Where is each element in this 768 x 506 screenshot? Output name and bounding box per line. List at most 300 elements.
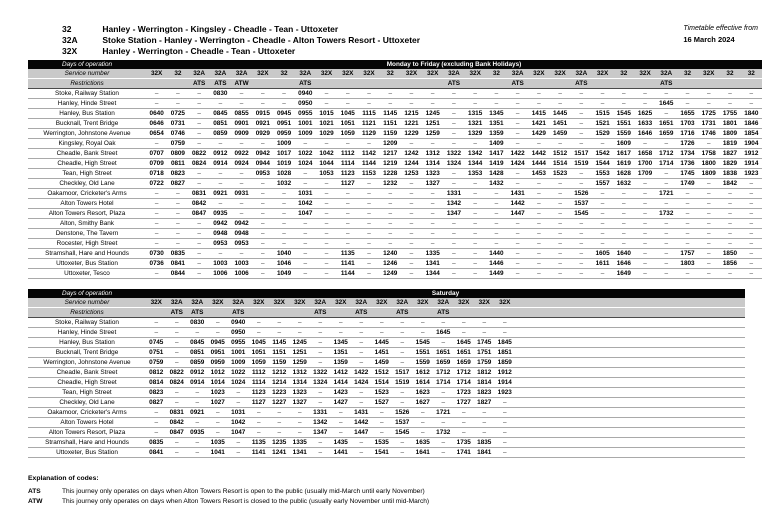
- service-number: 32X: [495, 298, 516, 308]
- time-cell: 1646: [634, 129, 655, 139]
- time-cell: 1415: [528, 109, 549, 119]
- table-row: [28, 169, 762, 179]
- no-service-cell: –: [273, 219, 294, 229]
- time-cell: 1819: [719, 139, 740, 149]
- no-service-cell: –: [422, 219, 443, 229]
- no-service-cell: –: [290, 418, 311, 428]
- time-cell: 0707: [146, 149, 167, 159]
- time-cell: 1135: [249, 438, 270, 448]
- time-cell: 1914: [495, 378, 516, 388]
- time-cell: 1459: [372, 358, 393, 368]
- time-cell: 1856: [719, 259, 740, 269]
- service-number: 32A: [167, 298, 188, 308]
- no-service-cell: –: [187, 328, 208, 338]
- time-cell: 1812: [474, 368, 495, 378]
- time-cell: 1526: [571, 189, 592, 199]
- table-row: [28, 129, 762, 139]
- no-service-cell: –: [443, 169, 464, 179]
- time-cell: 1419: [486, 159, 507, 169]
- time-cell: 1422: [507, 149, 528, 159]
- table-row: [28, 408, 745, 418]
- no-service-cell: –: [486, 89, 507, 99]
- no-service-cell: –: [167, 229, 188, 239]
- time-cell: 1422: [351, 368, 372, 378]
- no-service-cell: –: [741, 259, 762, 269]
- no-service-cell: –: [167, 219, 188, 229]
- stop-name: Stramshall, Hare and Hounds: [28, 249, 146, 259]
- no-service-cell: –: [433, 338, 454, 348]
- table-row: [28, 378, 745, 388]
- time-cell: 1814: [474, 378, 495, 388]
- time-cell: 1323: [290, 388, 311, 398]
- time-cell: 1529: [592, 129, 613, 139]
- no-service-cell: –: [372, 408, 393, 418]
- no-service-cell: –: [634, 209, 655, 219]
- route-line: [62, 24, 420, 35]
- time-cell: 0812: [146, 368, 167, 378]
- no-service-cell: –: [719, 229, 740, 239]
- no-service-cell: –: [380, 219, 401, 229]
- service-number: 32: [380, 69, 401, 79]
- no-service-cell: –: [528, 99, 549, 109]
- no-service-cell: –: [146, 269, 167, 279]
- no-service-cell: –: [422, 99, 443, 109]
- no-service-cell: –: [454, 418, 475, 428]
- no-service-cell: –: [571, 229, 592, 239]
- time-cell: 1827: [474, 398, 495, 408]
- filler-cell: [515, 338, 745, 348]
- table-row: [28, 388, 745, 398]
- no-service-cell: –: [228, 448, 249, 458]
- no-service-cell: –: [167, 348, 188, 358]
- time-cell: 0746: [167, 129, 188, 139]
- time-cell: 0953: [231, 239, 252, 249]
- time-cell: 1242: [401, 149, 422, 159]
- no-service-cell: –: [465, 199, 486, 209]
- no-service-cell: –: [719, 89, 740, 99]
- time-cell: 1221: [401, 119, 422, 129]
- no-service-cell: –: [592, 229, 613, 239]
- no-service-cell: –: [495, 328, 516, 338]
- time-cell: 1559: [613, 129, 634, 139]
- no-service-cell: –: [571, 119, 592, 129]
- time-cell: 1012: [208, 368, 229, 378]
- time-cell: 0842: [167, 418, 188, 428]
- time-cell: 0809: [167, 149, 188, 159]
- time-cell: 0824: [189, 159, 210, 169]
- stop-name: Alton Towers Hotel: [28, 199, 146, 209]
- time-cell: 1245: [290, 338, 311, 348]
- filler-cell: [515, 398, 745, 408]
- time-cell: 1112: [337, 149, 358, 159]
- time-cell: 0831: [167, 408, 188, 418]
- no-service-cell: –: [210, 179, 231, 189]
- no-service-cell: –: [167, 239, 188, 249]
- stop-name: Bucknall, Trent Bridge: [28, 119, 146, 129]
- no-service-cell: –: [549, 189, 570, 199]
- time-cell: 1051: [249, 348, 270, 358]
- no-service-cell: –: [167, 209, 188, 219]
- table-row: [28, 418, 745, 428]
- effective-date: 16 March 2024: [683, 34, 735, 44]
- time-cell: 1632: [613, 179, 634, 189]
- no-service-cell: –: [358, 139, 379, 149]
- no-service-cell: –: [507, 139, 528, 149]
- no-service-cell: –: [656, 259, 677, 269]
- explanation-of-codes: [28, 474, 762, 506]
- time-cell: 1414: [331, 378, 352, 388]
- service-number-label: Service number: [28, 69, 146, 79]
- time-cell: 0823: [146, 388, 167, 398]
- time-cell: 1351: [486, 119, 507, 129]
- no-service-cell: –: [231, 89, 252, 99]
- no-service-cell: –: [656, 269, 677, 279]
- no-service-cell: –: [495, 438, 516, 448]
- time-cell: 1019: [273, 159, 294, 169]
- no-service-cell: –: [454, 328, 475, 338]
- service-number: 32X: [474, 298, 495, 308]
- time-cell: 0921: [252, 119, 273, 129]
- time-cell: 1628: [613, 169, 634, 179]
- no-service-cell: –: [495, 428, 516, 438]
- time-cell: 0901: [231, 119, 252, 129]
- time-cell: 1431: [507, 189, 528, 199]
- no-service-cell: –: [146, 89, 167, 99]
- service-number: 32X: [331, 298, 352, 308]
- no-service-cell: –: [719, 219, 740, 229]
- stop-name: Cheadle, Bank Street: [28, 368, 146, 378]
- time-cell: 1114: [249, 378, 270, 388]
- table-row: [28, 428, 745, 438]
- time-cell: 1047: [295, 209, 316, 219]
- no-service-cell: –: [719, 269, 740, 279]
- time-cell: 1445: [372, 338, 393, 348]
- no-service-cell: –: [549, 249, 570, 259]
- time-cell: 0909: [231, 129, 252, 139]
- time-cell: 1712: [656, 149, 677, 159]
- no-service-cell: –: [528, 89, 549, 99]
- no-service-cell: –: [392, 398, 413, 408]
- no-service-cell: –: [331, 418, 352, 428]
- no-service-cell: –: [422, 229, 443, 239]
- restriction-empty: [719, 79, 740, 89]
- no-service-cell: –: [146, 139, 167, 149]
- stop-name: Alton, Smithy Bank: [28, 219, 146, 229]
- service-number: 32A: [189, 69, 210, 79]
- time-cell: 1259: [290, 358, 311, 368]
- no-service-cell: –: [677, 219, 698, 229]
- no-service-cell: –: [358, 209, 379, 219]
- time-cell: 0835: [146, 438, 167, 448]
- time-cell: 1758: [698, 149, 719, 159]
- no-service-cell: –: [486, 199, 507, 209]
- time-cell: 1217: [380, 149, 401, 159]
- no-service-cell: –: [295, 259, 316, 269]
- service-number: 32X: [252, 69, 273, 79]
- no-service-cell: –: [401, 89, 422, 99]
- no-service-cell: –: [269, 428, 290, 438]
- time-cell: 1645: [656, 99, 677, 109]
- no-service-cell: –: [486, 239, 507, 249]
- time-cell: 1327: [290, 398, 311, 408]
- no-service-cell: –: [273, 189, 294, 199]
- service-number: 32A: [310, 298, 331, 308]
- no-service-cell: –: [677, 199, 698, 209]
- time-cell: 1047: [228, 428, 249, 438]
- table-row: [28, 318, 745, 328]
- service-number: 32A: [443, 69, 464, 79]
- restriction-empty: [331, 308, 352, 318]
- time-cell: 1846: [741, 119, 762, 129]
- time-cell: 1141: [337, 259, 358, 269]
- no-service-cell: –: [656, 239, 677, 249]
- route-description: Hanley - Werrington - Cheadle - Tean - Uttoxeter: [102, 45, 296, 56]
- no-service-cell: –: [634, 99, 655, 109]
- service-number: 32X: [528, 69, 549, 79]
- service-number: 32A: [187, 298, 208, 308]
- service-number: 32X: [146, 298, 167, 308]
- service-number: 32A: [433, 298, 454, 308]
- time-cell: 1721: [433, 408, 454, 418]
- no-service-cell: –: [316, 189, 337, 199]
- time-cell: 1022: [295, 149, 316, 159]
- service-number: 32: [486, 69, 507, 79]
- no-service-cell: –: [401, 239, 422, 249]
- no-service-cell: –: [380, 89, 401, 99]
- restriction-code: ATS: [433, 308, 454, 318]
- time-cell: 1537: [571, 199, 592, 209]
- no-service-cell: –: [656, 219, 677, 229]
- stop-name: Alton Towers Hotel: [28, 418, 146, 428]
- time-cell: 1342: [465, 149, 486, 159]
- service-number: 32A: [228, 298, 249, 308]
- time-cell: 0736: [146, 259, 167, 269]
- code-abbr: ATS: [28, 488, 41, 496]
- no-service-cell: –: [316, 199, 337, 209]
- route-description: Stoke Station - Hanley - Werrington - Cheadle - Alton Towers Resort - Uttoxeter: [102, 34, 421, 45]
- time-cell: 1912: [741, 149, 762, 159]
- no-service-cell: –: [228, 438, 249, 448]
- no-service-cell: –: [486, 229, 507, 239]
- no-service-cell: –: [351, 438, 372, 448]
- time-cell: 1145: [269, 338, 290, 348]
- no-service-cell: –: [571, 169, 592, 179]
- no-service-cell: –: [613, 199, 634, 209]
- no-service-cell: –: [358, 179, 379, 189]
- no-service-cell: –: [295, 169, 316, 179]
- stop-name: Uttoxeter, Bus Station: [28, 259, 146, 269]
- time-cell: 1042: [295, 199, 316, 209]
- table-row: [28, 219, 762, 229]
- no-service-cell: –: [698, 179, 719, 189]
- no-service-cell: –: [613, 189, 634, 199]
- time-cell: 0915: [252, 109, 273, 119]
- stop-name: Hanley, Bus Station: [28, 109, 146, 119]
- time-cell: 1735: [454, 438, 475, 448]
- restriction-empty: [741, 79, 762, 89]
- table-row: [28, 229, 762, 239]
- time-cell: 1745: [474, 338, 495, 348]
- no-service-cell: –: [351, 448, 372, 458]
- time-cell: 1324: [310, 378, 331, 388]
- time-cell: 1845: [495, 338, 516, 348]
- restriction-empty: [273, 79, 294, 89]
- time-cell: 0730: [146, 249, 167, 259]
- no-service-cell: –: [146, 229, 167, 239]
- no-service-cell: –: [741, 219, 762, 229]
- no-service-cell: –: [549, 219, 570, 229]
- no-service-cell: –: [741, 99, 762, 109]
- no-service-cell: –: [401, 209, 422, 219]
- no-service-cell: –: [189, 119, 210, 129]
- no-service-cell: –: [528, 209, 549, 219]
- no-service-cell: –: [146, 239, 167, 249]
- time-cell: 0935: [210, 209, 231, 219]
- service-number: 32X: [465, 69, 486, 79]
- no-service-cell: –: [549, 229, 570, 239]
- table-row: [28, 368, 745, 378]
- filler-cell: [515, 368, 745, 378]
- restriction-code: ATS: [443, 79, 464, 89]
- time-cell: 1127: [337, 179, 358, 189]
- no-service-cell: –: [634, 259, 655, 269]
- no-service-cell: –: [528, 239, 549, 249]
- table-row: [28, 249, 762, 259]
- no-service-cell: –: [698, 249, 719, 259]
- no-service-cell: –: [252, 239, 273, 249]
- no-service-cell: –: [486, 189, 507, 199]
- no-service-cell: –: [252, 219, 273, 229]
- time-cell: 1424: [351, 378, 372, 388]
- no-service-cell: –: [401, 179, 422, 189]
- no-service-cell: –: [337, 139, 358, 149]
- time-cell: 1746: [698, 129, 719, 139]
- time-cell: 1335: [290, 438, 311, 448]
- no-service-cell: –: [507, 249, 528, 259]
- time-cell: 1829: [719, 159, 740, 169]
- time-cell: 0822: [189, 149, 210, 159]
- no-service-cell: –: [592, 219, 613, 229]
- time-cell: 1800: [698, 159, 719, 169]
- no-service-cell: –: [273, 199, 294, 209]
- no-service-cell: –: [549, 269, 570, 279]
- time-cell: 1721: [656, 189, 677, 199]
- filler-cell: [515, 408, 745, 418]
- time-cell: 1045: [337, 109, 358, 119]
- time-cell: 1032: [273, 179, 294, 189]
- restriction-empty: [698, 79, 719, 89]
- no-service-cell: –: [549, 89, 570, 99]
- no-service-cell: –: [741, 249, 762, 259]
- no-service-cell: –: [549, 239, 570, 249]
- code-abbr: ATW: [28, 497, 43, 505]
- time-cell: 1046: [273, 259, 294, 269]
- time-cell: 1432: [486, 179, 507, 189]
- time-cell: 1712: [454, 368, 475, 378]
- time-cell: 1024: [228, 378, 249, 388]
- table-row: [28, 119, 762, 129]
- stop-name: Alton Towers Resort, Plaza: [28, 209, 146, 219]
- no-service-cell: –: [167, 328, 188, 338]
- time-cell: 1514: [372, 378, 393, 388]
- service-number: 32: [741, 69, 762, 79]
- time-cell: 1512: [372, 368, 393, 378]
- no-service-cell: –: [422, 199, 443, 209]
- service-number: 32A: [507, 69, 528, 79]
- no-service-cell: –: [210, 139, 231, 149]
- time-cell: 1912: [495, 368, 516, 378]
- restriction-empty: [252, 79, 273, 89]
- table-row: [28, 159, 762, 169]
- stop-name: Cheadle, High Street: [28, 159, 146, 169]
- time-cell: 0912: [187, 368, 208, 378]
- time-cell: 1755: [719, 109, 740, 119]
- time-cell: 1515: [592, 109, 613, 119]
- restriction-empty: [249, 308, 270, 318]
- no-service-cell: –: [613, 229, 634, 239]
- service-number: 32: [273, 69, 294, 79]
- time-cell: 0851: [187, 348, 208, 358]
- no-service-cell: –: [741, 89, 762, 99]
- time-cell: 0830: [210, 89, 231, 99]
- time-cell: 0950: [228, 328, 249, 338]
- no-service-cell: –: [698, 139, 719, 149]
- time-cell: 1044: [316, 159, 337, 169]
- no-service-cell: –: [507, 119, 528, 129]
- service-number: 32X: [422, 69, 443, 79]
- restriction-empty: [380, 79, 401, 89]
- no-service-cell: –: [401, 259, 422, 269]
- no-service-cell: –: [310, 328, 331, 338]
- service-number-label: Service number: [28, 298, 146, 308]
- no-service-cell: –: [316, 239, 337, 249]
- time-cell: 1321: [465, 119, 486, 129]
- service-number: 32X: [372, 298, 393, 308]
- table-row: [28, 99, 762, 109]
- time-cell: 1801: [719, 119, 740, 129]
- time-cell: 1351: [331, 348, 352, 358]
- time-cell: 1424: [507, 159, 528, 169]
- time-cell: 0921: [210, 189, 231, 199]
- no-service-cell: –: [295, 219, 316, 229]
- no-service-cell: –: [507, 109, 528, 119]
- no-service-cell: –: [571, 89, 592, 99]
- no-service-cell: –: [269, 318, 290, 328]
- time-cell: 1835: [474, 438, 495, 448]
- service-number: 32A: [656, 69, 677, 79]
- service-number: 32X: [454, 298, 475, 308]
- time-cell: 0859: [187, 358, 208, 368]
- stop-name: Werrington, Johnstone Avenue: [28, 129, 146, 139]
- no-service-cell: –: [698, 89, 719, 99]
- time-cell: 0859: [210, 129, 231, 139]
- no-service-cell: –: [474, 418, 495, 428]
- service-number: 32X: [208, 298, 229, 308]
- restriction-code: ATS: [351, 308, 372, 318]
- no-service-cell: –: [380, 209, 401, 219]
- no-service-cell: –: [677, 209, 698, 219]
- days-value: Saturday: [146, 289, 745, 298]
- no-service-cell: –: [310, 348, 331, 358]
- no-service-cell: –: [187, 448, 208, 458]
- table-row: [28, 448, 745, 458]
- service-number: 32: [167, 69, 188, 79]
- filler-cell: [515, 388, 745, 398]
- time-cell: 1851: [495, 348, 516, 358]
- time-cell: 0924: [231, 159, 252, 169]
- time-cell: 1245: [422, 109, 443, 119]
- no-service-cell: –: [401, 139, 422, 149]
